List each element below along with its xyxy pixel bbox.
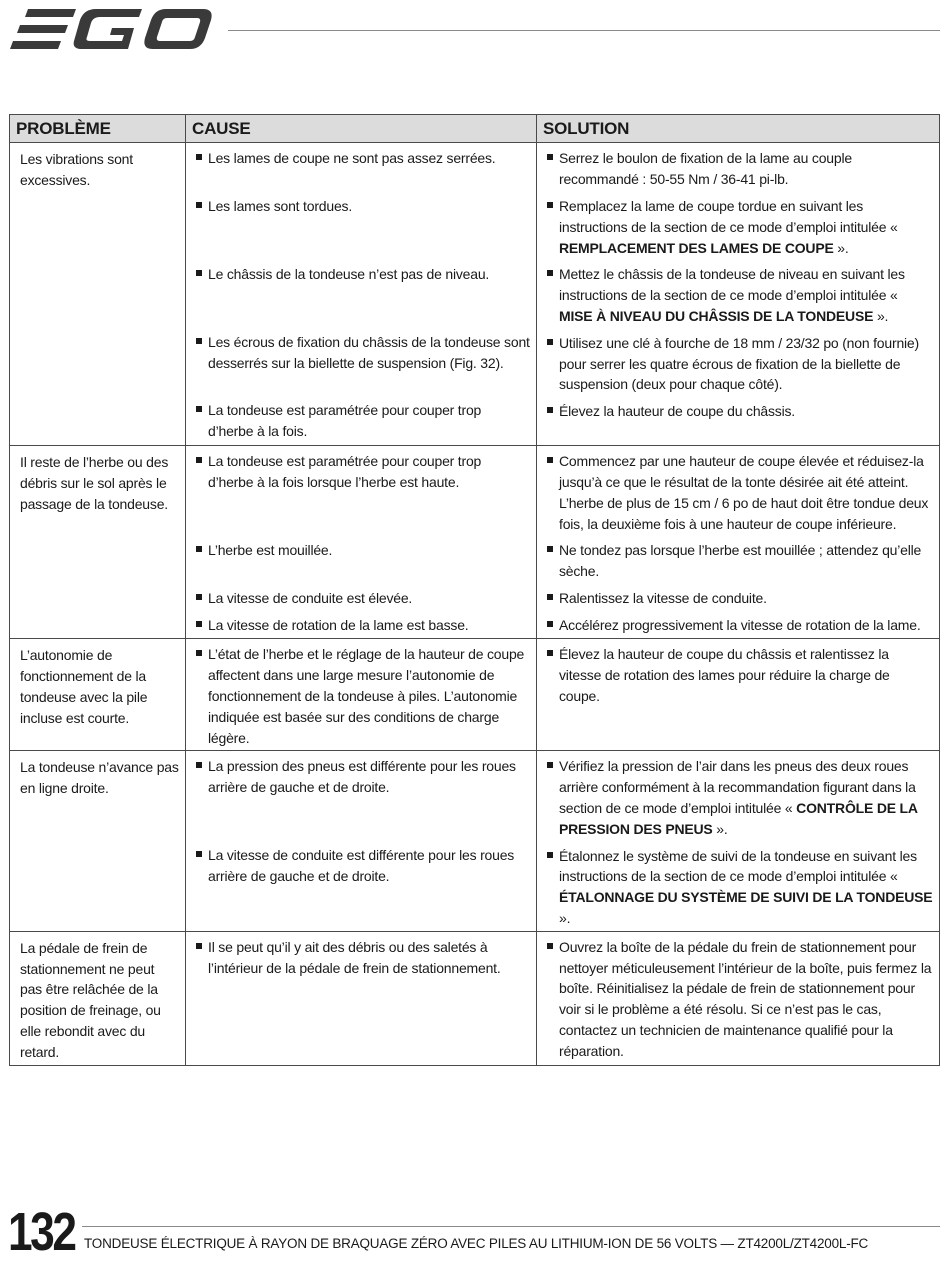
solution-text-end: ». <box>833 239 849 256</box>
footer-rule <box>82 1226 940 1227</box>
cause-item: L’herbe est mouillée. <box>196 540 530 582</box>
solution-text-end: ». <box>873 307 889 324</box>
solution-item <box>547 401 933 443</box>
column-header-problem: PROBLÈME <box>10 115 186 143</box>
solution-item <box>547 264 933 326</box>
solution-text: Accélérez progressivement la vitesse de rotation de la lame. <box>559 617 921 634</box>
solution-item <box>547 540 933 582</box>
solution-item <box>547 588 933 609</box>
solution-item <box>547 196 933 258</box>
solution-text: Vérifiez la pression de l’air dans les pneus des deux roues arrière conformément à la recommandation figurant dans la section de ce mode d’emploi intitulée « <box>559 758 916 816</box>
cause-cell <box>186 446 537 639</box>
solution-text: Serrez le boulon de fixation de la lame au couple recommandé : 50-55 Nm / 36-41 pi-lb. <box>559 150 852 187</box>
solution-text: Ralentissez la vitesse de conduite. <box>559 590 767 607</box>
page-number: 132 <box>8 1202 75 1262</box>
cause-item: Les lames sont tordues. <box>196 196 530 258</box>
solution-item <box>547 756 933 839</box>
solution-text: Étalonnez le système de suivi de la tondeuse en suivant les instructions de la section de ce mode d’emploi intitulée « <box>559 847 917 885</box>
solution-cell <box>537 446 940 639</box>
problem-cell <box>10 143 186 446</box>
cause-item: Les lames de coupe ne sont pas assez serrées. <box>196 148 530 190</box>
cause-cell <box>186 751 537 931</box>
troubleshooting-table <box>9 114 940 1066</box>
footer-title: TONDEUSE ÉLECTRIQUE À RAYON DE BRAQUAGE ZÉRO AVEC PILES AU LITHIUM-ION DE 56 VOLTS — ZT4200L/ZT4200L-FC <box>84 1236 869 1251</box>
solution-cell <box>537 931 940 1065</box>
solution-cell <box>537 143 940 446</box>
section-reference: REMPLACEMENT DES LAMES DE COUPE <box>559 239 834 256</box>
solution-text: Ne tondez pas lorsque l’herbe est mouillée ; attendez qu’elle sèche. <box>559 542 922 580</box>
cause-cell <box>186 931 537 1065</box>
table-body <box>10 143 940 1066</box>
problem-text: L’autonomie de fonctionnement de la tondeuse avec la pile incluse est courte. <box>20 647 148 726</box>
solution-item <box>547 615 933 636</box>
solution-text: Mettez le châssis de la tondeuse de niveau en suivant les instructions de la section de ce mode d’emploi intitulée « <box>559 266 905 304</box>
solution-text: Utilisez une clé à fourche de 18 mm / 23/32 po (non fournie) pour serrer les quatre écrous de fixation de la biellette de suspension (deux pour chaque côté). <box>559 334 919 393</box>
solution-text: Ouvrez la boîte de la pédale du frein de stationnement pour nettoyer méticuleusement l’intérieur de la boîte, puis fermez la boîte. Réinitialisez la pédale de frein de stationnement pour voir si le problème a été résolu. Si ce n’est pas le cas, contactez un technicien de maintenance qualifié pour la réparation. <box>559 938 932 1059</box>
cause-item: La vitesse de conduite est différente pour les roues arrière de gauche et de droite. <box>196 845 530 928</box>
solution-item <box>547 644 933 748</box>
header-rule <box>228 30 940 31</box>
solution-item <box>547 846 933 929</box>
cause-item: Le châssis de la tondeuse n’est pas de niveau. <box>196 264 530 326</box>
problem-text: La tondeuse n’avance pas en ligne droite. <box>20 759 179 797</box>
cause-item: La tondeuse est paramétrée pour couper trop d’herbe à la fois lorsque l’herbe est haute. <box>196 451 530 534</box>
problem-cell <box>10 446 186 639</box>
section-reference: MISE À NIVEAU DU CHÂSSIS DE LA TONDEUSE <box>559 307 874 324</box>
cause-cell <box>186 639 537 751</box>
cause-item: Il se peut qu’il y ait des débris ou des saletés à l’intérieur de la pédale de frein de stationnement. <box>196 937 530 1062</box>
solution-text: Élevez la hauteur de coupe du châssis et ralentissez la vitesse de rotation des lames pour réduire la charge de coupe. <box>559 646 890 704</box>
solution-text: Élevez la hauteur de coupe du châssis. <box>559 403 795 420</box>
column-header-solution: SOLUTION <box>537 115 940 143</box>
solution-item <box>547 937 933 1062</box>
solution-text: Remplacez la lame de coupe tordue en suivant les instructions de la section de ce mode d’emploi intitulée « <box>559 198 898 235</box>
solution-cell <box>537 751 940 931</box>
table-row <box>10 931 940 1065</box>
table-row <box>10 143 940 446</box>
solution-item <box>547 148 933 190</box>
cause-item: L’état de l’herbe et le réglage de la hauteur de coupe affectent dans une large mesure l’autonomie de fonctionnement de la tondeuse à piles. L’autonomie indiquée est basée sur des conditions de charge légère. <box>196 644 530 748</box>
cause-item: La vitesse de conduite est élevée. <box>196 588 530 609</box>
cause-item: Les écrous de fixation du châssis de la tondeuse sont desserrés sur la biellette de suspension (Fig. 32). <box>196 332 530 394</box>
table-header-row <box>10 115 940 143</box>
solution-item <box>547 451 933 534</box>
column-header-cause: CAUSE <box>186 115 537 143</box>
problem-text: La pédale de frein de stationnement ne peut pas être relâchée de la position de freinage, ou elle rebondit avec du retard. <box>20 939 161 1060</box>
problem-cell <box>10 639 186 751</box>
problem-text: Les vibrations sont excessives. <box>20 151 133 188</box>
problem-text: Il reste de l’herbe ou des débris sur le sol après le passage de la tondeuse. <box>20 454 169 512</box>
problem-cell <box>10 751 186 931</box>
cause-item: La tondeuse est paramétrée pour couper trop d’herbe à la fois. <box>196 400 530 442</box>
cause-item: La vitesse de rotation de la lame est basse. <box>196 615 530 636</box>
cause-item: La pression des pneus est différente pour les roues arrière de gauche et de droite. <box>196 756 530 839</box>
solution-item <box>547 333 933 395</box>
solution-cell <box>537 639 940 751</box>
section-reference: ÉTALONNAGE DU SYSTÈME DE SUIVI DE LA TONDEUSE <box>559 889 933 906</box>
solution-text-end: ». <box>712 820 728 837</box>
solution-text-end: ». <box>559 909 571 926</box>
problem-cell <box>10 931 186 1065</box>
table-row <box>10 639 940 751</box>
table-row <box>10 446 940 639</box>
cause-cell <box>186 143 537 446</box>
table-row <box>10 751 940 931</box>
ego-logo <box>10 8 212 52</box>
section-reference: CONTRÔLE DE LA PRESSION DES PNEUS <box>559 799 918 837</box>
solution-text: Commencez par une hauteur de coupe élevée et réduisez-la jusqu’à ce que le résultat de la tonte désirée ait été atteint. L’herbe de plus de 15 cm / 6 po de haut doit être tondue deux fois, la deuxième fois à une hauteur de coupe inférieure. <box>559 453 929 532</box>
